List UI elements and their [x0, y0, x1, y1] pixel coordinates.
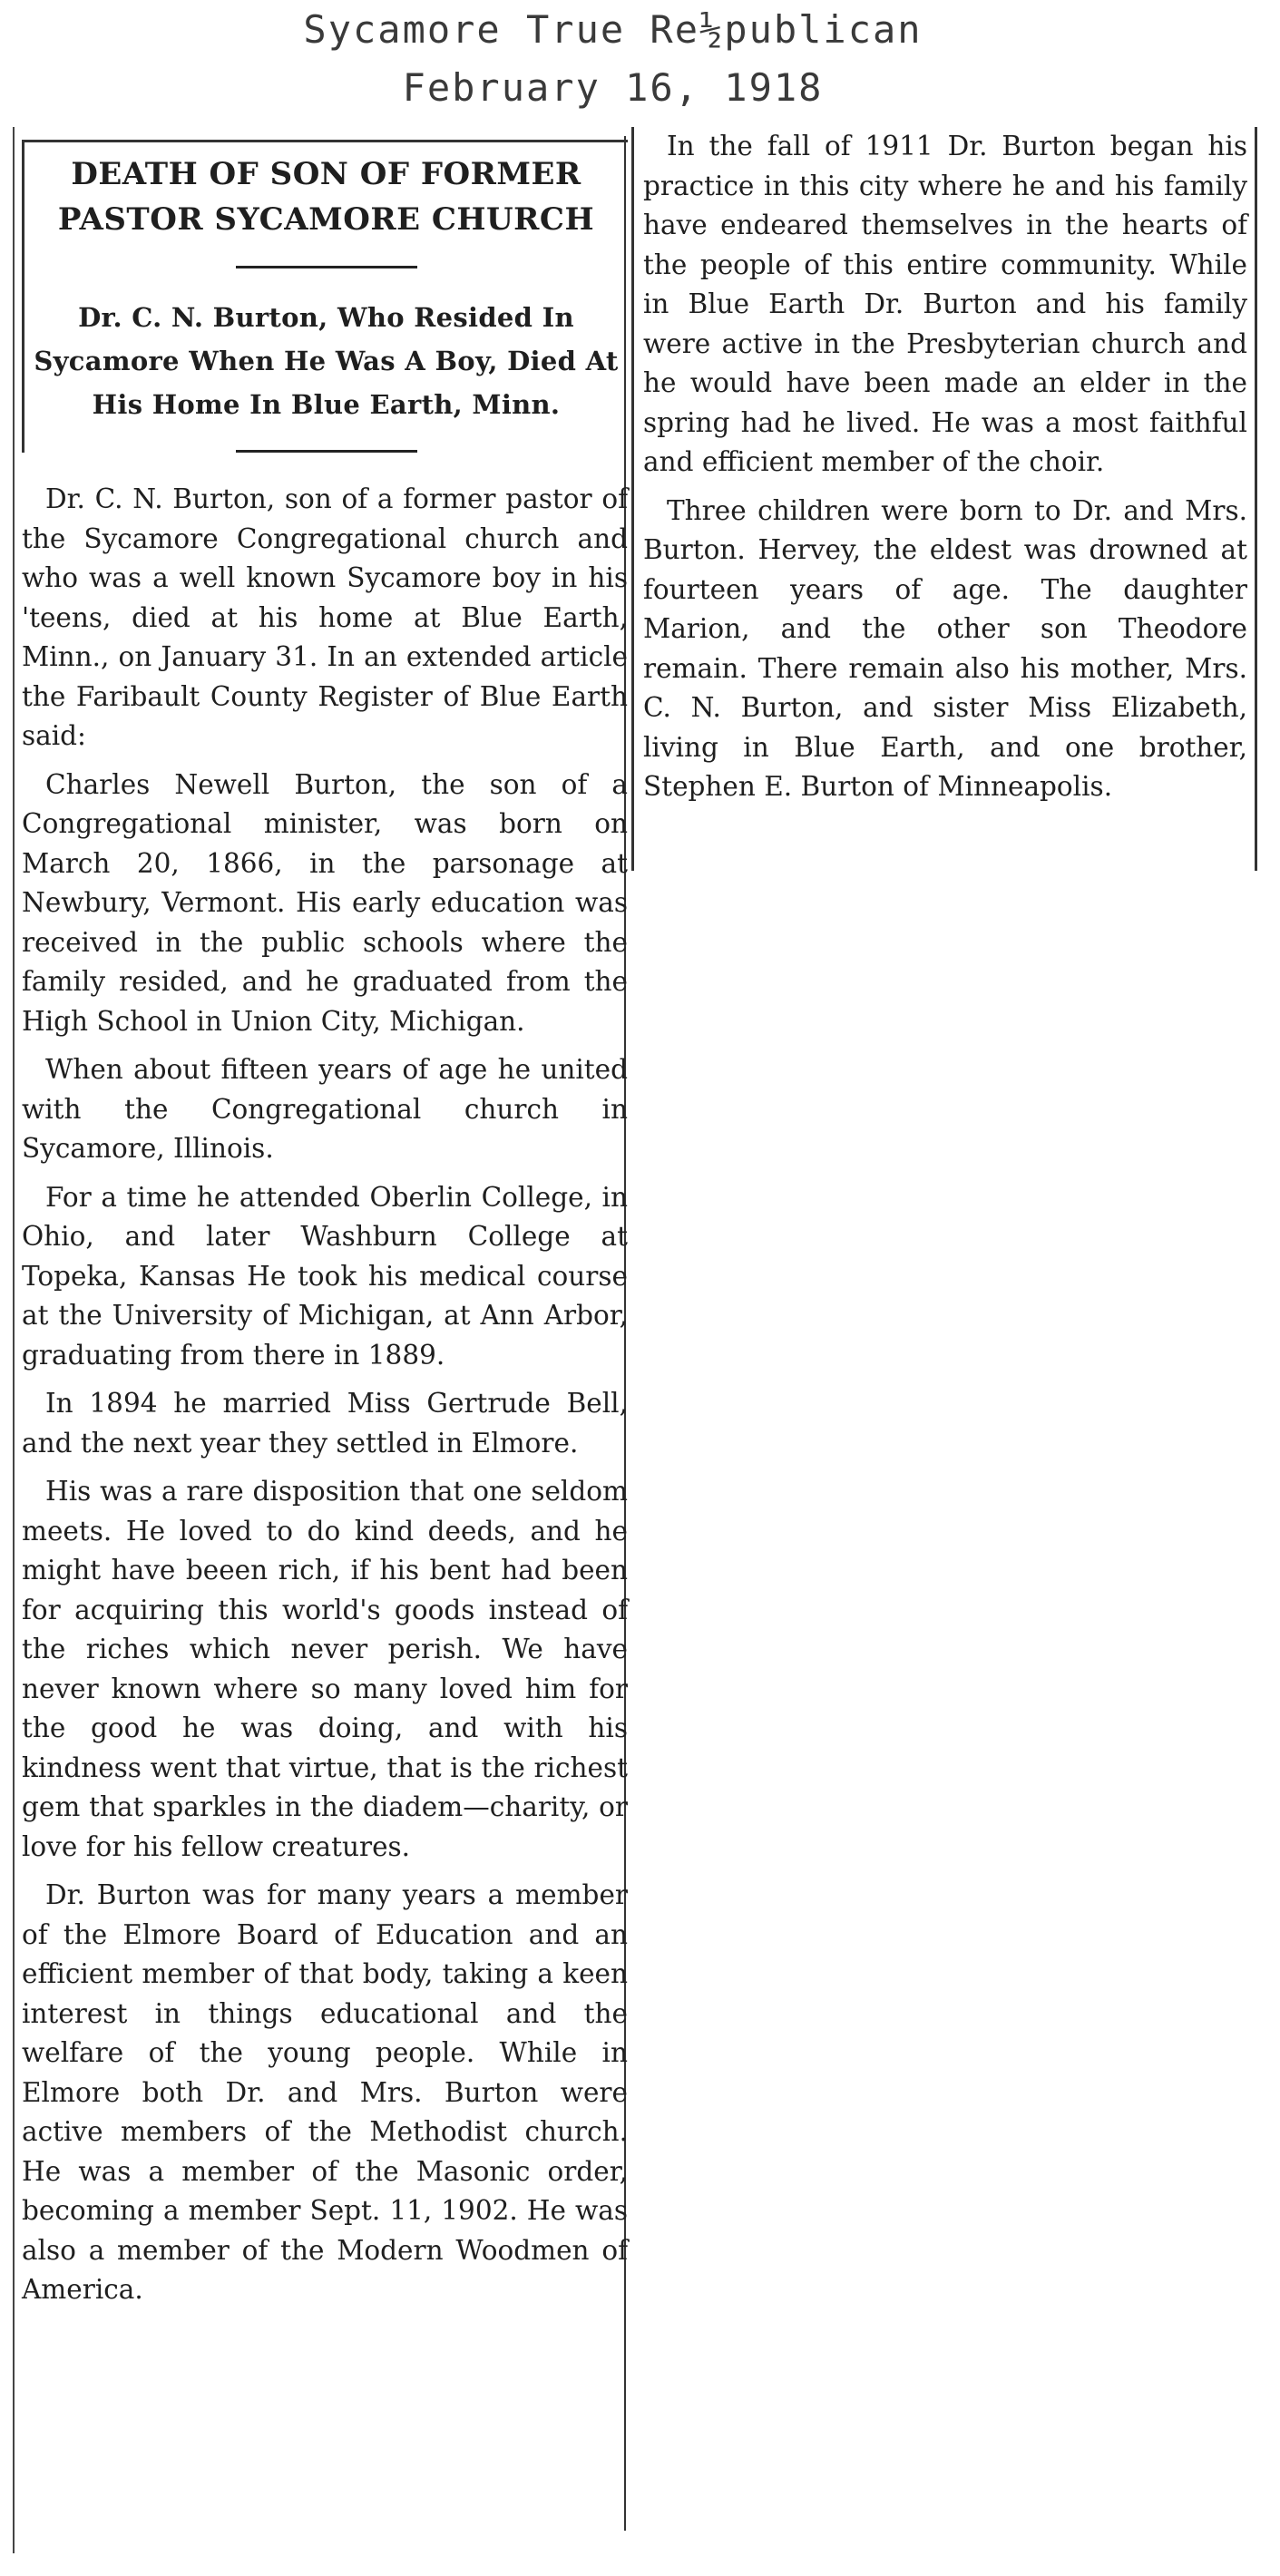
publication-date: February 16, 1918 [402, 65, 824, 110]
paragraph: Charles Newell Burton, the son of a Congregational minister, was born on March 20, 1866, in the parsonage at Newbury, Vermont. His early education was received in the public schools where the family resided, and he graduated from the High School in Union City, Michigan. [22, 768, 628, 1037]
paragraph: In the fall of 1911 Dr. Burton began his practice in this city where he and his family have endeared themselves in the hearts of the people of this entire community. While in Blue Earth Dr. Burton and his family were active in the Presbyterian church and he would have been made an elder in the spring had he lived. He was a most faithful and efficient member of the choir. [643, 131, 1247, 477]
headline-box [22, 140, 628, 453]
paragraph: For a time he attended Oberlin College, in Ohio, and later Washburn College at Topeka, Kansas He took his medical course at the University of Michigan, at Ann Arbor, graduating from there in 1889. [22, 1181, 628, 1371]
paragraph: In 1894 he married Miss Gertrude Bell, and the next year they settled in Elmore. [22, 1388, 628, 1459]
left-column [13, 127, 628, 2553]
paragraph: When about fifteen years of age he united with the Congregational church in Sycamore, Illinois. [22, 1054, 628, 1164]
paragraph: His was a rare disposition that one seldom meets. He loved to do kind deeds, and he might have beeen rich, if his bent had been for acquiring this world's goods instead of the riches which never perish. We have never known where so many loved him for the good he was doing, and with his kindness went that virtue, that is the richest gem that sparkles in the diadem—charity, or love for his fellow creatures. [22, 1476, 628, 1862]
paragraph: Dr. Burton was for many years a member of the Elmore Board of Education and an efficient member of that body, taking a keen interest in things educational and the welfare of the young people. While in Elmore both Dr. and Mrs. Burton were active members of the Methodist church. He was a member of the Masonic order, becoming a member Sept. 11, 1902. He was also a member of the Modern Woodmen of America. [22, 1879, 628, 2305]
headline: DEATH OF SON OF FORMER PASTOR SYCAMORE CHURCH [57, 156, 595, 238]
publication-name: Sycamore True Re½publican [303, 7, 923, 52]
paragraph: Dr. C. N. Burton, son of a former pastor of the Sycamore Congregational church and who was a well known Sycamore boy in his 'teens, died at his home at Blue Earth, Minn., on January 31. In an extended article the Faribault County Register of Blue Earth said: [22, 483, 628, 751]
subheadline: Dr. C. N. Burton, Who Resided In Sycamore When He Was A Boy, Died At His Home In Blue Earth, Minn. [34, 302, 619, 420]
paragraph: Three children were born to Dr. and Mrs. Burton. Hervey, the eldest was drowned at fourteen years of age. The daughter Marion, and the other son Theodore remain. There remain also his mother, Mrs. C. N. Burton, and sister Miss Elizabeth, living in Blue Earth, and one brother, Stephen E. Burton of Minneapolis. [643, 494, 1247, 802]
right-column [631, 127, 1257, 871]
deck-rule [236, 450, 417, 453]
headline-rule [236, 266, 417, 268]
